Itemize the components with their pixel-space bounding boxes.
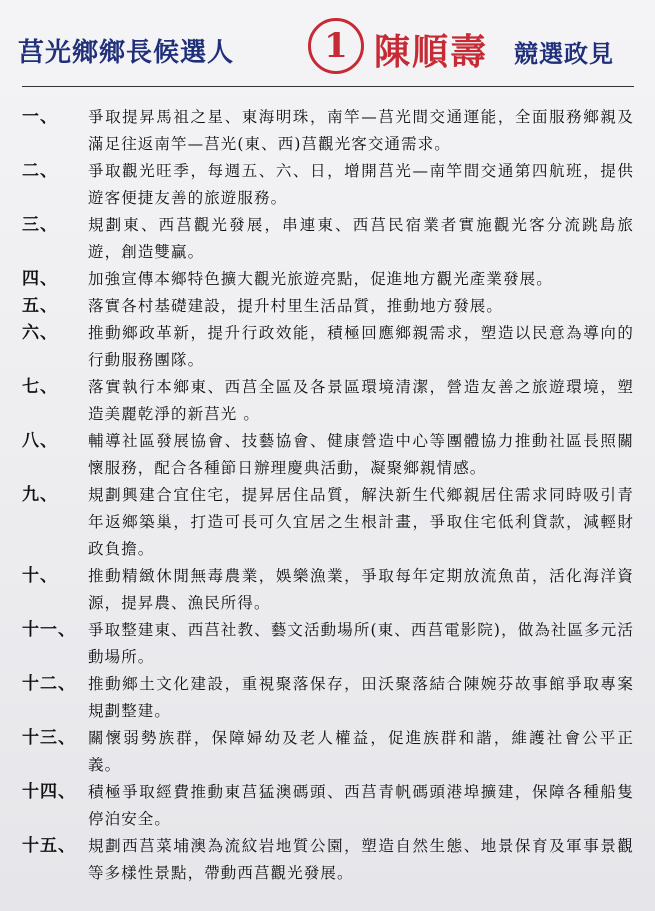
item-number: 一、 [22, 107, 58, 127]
item-text: 規劃西莒菜埔澳為流紋岩地質公園，塑造自然生態、地景保育及軍事景觀等多樣性景點，帶動西莒觀光發展。 [88, 837, 634, 882]
platform-item [22, 266, 634, 293]
item-text: 規劃東、西莒觀光發展，串連東、西莒民宿業者實施觀光客分流跳島旅遊，創造雙贏。 [88, 216, 634, 261]
item-text: 爭取觀光旺季，每週五、六、日，增開莒光—南竿間交通第四航班，提供遊客便捷友善的旅遊服務。 [88, 162, 634, 207]
item-text: 爭取整建東、西莒社教、藝文活動場所(東、西莒電影院)，做為社區多元活動場所。 [88, 621, 634, 666]
item-text: 推動精緻休閒無毒農業，娛樂漁業，爭取每年定期放流魚苗，活化海洋資源，提昇農、漁民所得。 [88, 567, 634, 612]
platform-item [22, 104, 634, 158]
platform-item [22, 833, 634, 887]
item-number: 七、 [22, 377, 58, 397]
platform-item [22, 374, 634, 428]
item-text: 推動鄉政革新，提升行政效能，積極回應鄉親需求，塑造以民意為導向的行動服務團隊。 [88, 324, 634, 369]
item-number: 十四、 [22, 782, 76, 802]
platform-item [22, 725, 634, 779]
item-text: 落實各村基礎建設，提升村里生活品質，推動地方發展。 [88, 297, 504, 315]
header-candidate-title: 莒光鄉鄉長候選人 [18, 38, 235, 68]
item-number: 十二、 [22, 674, 76, 694]
platform-item [22, 671, 634, 725]
item-number: 四、 [22, 269, 58, 289]
item-number: 十、 [22, 566, 58, 586]
candidate-name: 陳順壽 [374, 31, 489, 73]
item-number: 五、 [22, 296, 58, 316]
platform-item [22, 293, 634, 320]
item-text: 輔導社區發展協會、技藝協會、健康營造中心等團體協力推動社區長照關懷服務，配合各種節日辦理慶典活動，凝聚鄉親情感。 [88, 432, 634, 477]
item-number: 八、 [22, 431, 58, 451]
platform-item [22, 320, 634, 374]
item-number: 九、 [22, 485, 58, 505]
item-number: 十三、 [22, 728, 76, 748]
platform-item [22, 482, 634, 563]
item-text: 加強宣傳本鄉特色擴大觀光旅遊亮點，促進地方觀光產業發展。 [88, 270, 553, 288]
flyer-header [18, 10, 640, 82]
platform-item [22, 617, 634, 671]
header-divider [22, 86, 634, 87]
item-number: 六、 [22, 323, 58, 343]
item-number: 三、 [22, 215, 58, 235]
item-number: 二、 [22, 161, 58, 181]
item-text: 推動鄉土文化建設，重視聚落保存，田沃聚落結合陳婉芬故事館爭取專案規劃整建。 [88, 675, 634, 720]
item-number: 十五、 [22, 836, 76, 856]
item-text: 爭取提昇馬祖之星、東海明珠，南竿—莒光間交通運能，全面服務鄉親及滿足往返南竿—莒光(東、西)莒觀光客交通需求。 [88, 108, 634, 153]
platform-list [22, 104, 634, 887]
platform-item [22, 158, 634, 212]
item-text: 規劃興建合宜住宅，提昇居住品質，解決新生代鄉親居住需求同時吸引青年返鄉築巢，打造可長可久宜居之生根計畫，爭取住宅低利貸款，減輕財政負擔。 [88, 486, 634, 558]
item-text: 關懷弱勢族群，保障婦幼及老人權益，促進族群和諧，維護社會公平正義。 [88, 729, 634, 774]
platform-item [22, 428, 634, 482]
item-text: 積極爭取經費推動東莒猛澳碼頭、西莒青帆碼頭港埠擴建，保障各種船隻停泊安全。 [88, 783, 634, 828]
item-text: 落實執行本鄉東、西莒全區及各景區環境清潔，營造友善之旅遊環境，塑造美麗乾淨的新莒光 。 [88, 378, 634, 423]
item-number: 十一、 [22, 620, 76, 640]
platform-item [22, 212, 634, 266]
header-platform-label: 競選政見 [514, 39, 614, 68]
platform-item [22, 779, 634, 833]
platform-item [22, 563, 634, 617]
candidate-number-badge: 1 [308, 18, 364, 74]
